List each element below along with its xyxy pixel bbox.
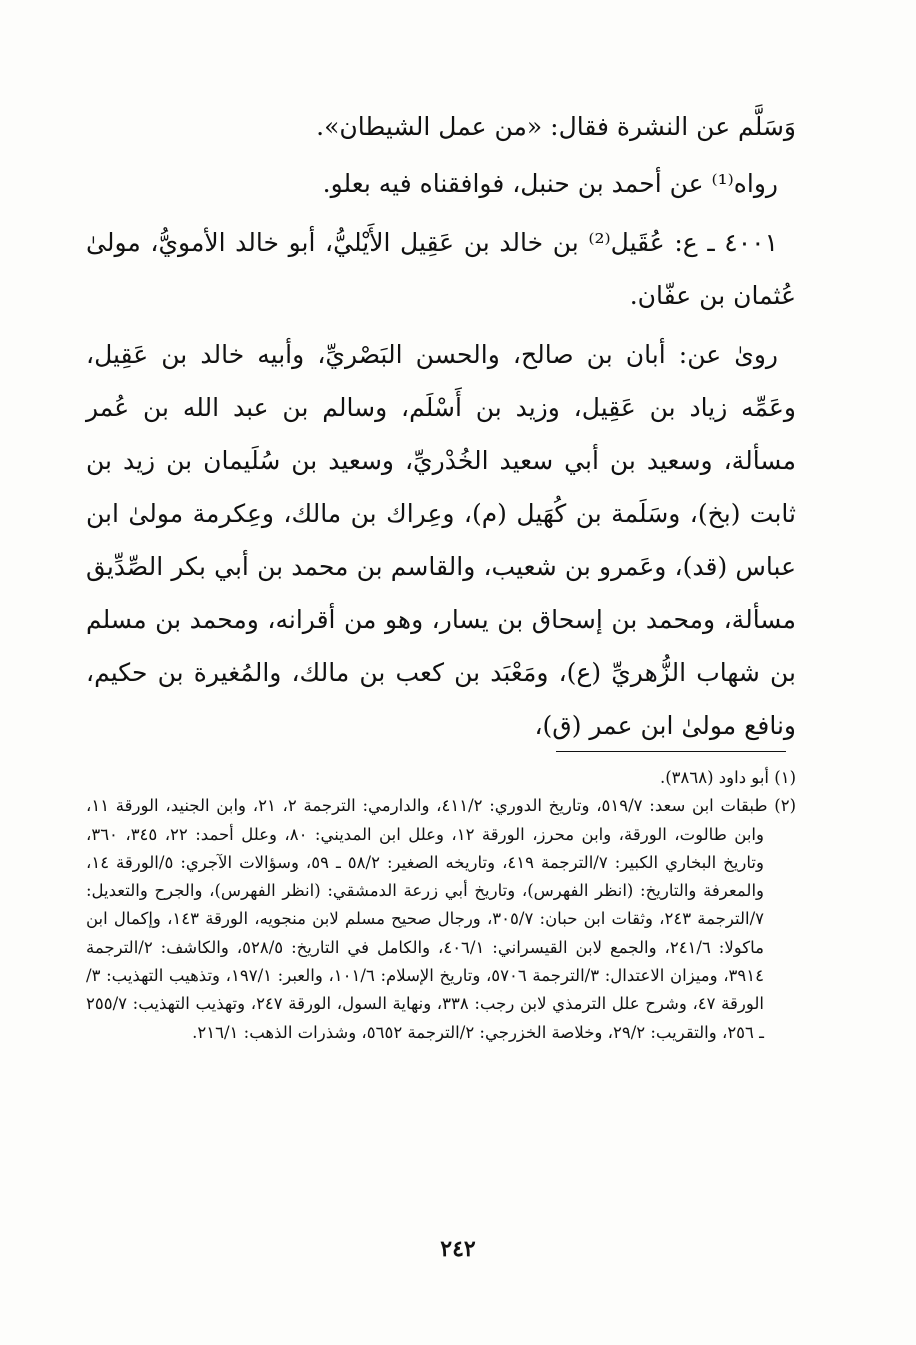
narration-note-line: رواه⁽¹⁾ عن أحمد بن حنبل، فوافقناه فيه بعلو.: [322, 169, 778, 198]
narrators-paragraph: روىٰ عن: أبان بن صالح، والحسن البَصْريِّ، وأبيه خالد بن عَقِيل، وعَمِّه زياد بن عَقِيل، وزيد بن أَسْلَم، وسالم بن عبد الله بن عُمر مسألة، وسعيد بن أبي سعيد الخُدْريِّ، وسعيد بن سُلَيمان بن زيد بن ثابت (بخ)، وسَلَمة بن كُهَيل (م)، وعِراك بن مالك، وعِكرمة مولىٰ ابن عباس (قد)، وعَمرو بن شعيب، والقاسم بن محمد بن أبي بكر الصِّدِّيق مسألة، ومحمد بن إسحاق بن يسار، وهو من أقرانه، ومحمد بن مسلم بن شهاب الزُّهريِّ (ع)، ومَعْبَد بن كعب بن مالك، والمُغيرة بن حكيم، ونافع مولىٰ ابن عمر (ق)،: [86, 340, 797, 740]
hadith-ending-line: وَسَلَّم عن النشرة فقال: «من عمل الشيطان».: [316, 112, 796, 141]
footnote-separator: [556, 751, 786, 752]
page-number: ٢٤٢: [440, 1236, 476, 1262]
footnotes-block: [86, 764, 796, 1047]
main-text-block: [86, 100, 796, 752]
footnote-2: (٢) طبقات ابن سعد: ٥١٩/٧، وتاريخ الدوري: ٤١١/٢، والدارمي: الترجمة ٢، ٢١، وابن الجنيد، الورقة ١١، وابن طالوت، الورقة، وابن محرز، الورقة ١٢، وعلل ابن المديني: ٨٠، وعلل أحمد: ٢٢، ٣٤٥، ٣٦٠، وتاريخ البخاري الكبير: ٧/الترجمة ٤١٩، وتاريخه الصغير: ٥٨/٢ ـ ٥٩، وسؤالات الآجري: ٥/الورقة ١٤، والمعرفة والتاريخ: (انظر الفهرس)، وتاريخ أبي زرعة الدمشقي: (انظر الفهرس)، والجرح والتعديل: ٧/الترجمة ٢٤٣، وثقات ابن حبان: ٣٠٥/٧، ورجال صحيح مسلم لابن منجويه، الورقة ١٤٣، وإكمال ابن ماكولا: ٢٤١/٦، والجمع لابن القيسراني: ٤٠٦/١، والكامل في التاريخ: ٥٢٨/٥، والكاشف: ٢/الترجمة ٣٩١٤، وميزان الاعتدال: ٣/الترجمة ٥٧٠٦، وتاريخ الإسلام: ١٠١/٦، والعبر: ١٩٧/١، وتذهيب التهذيب: ٣/الورقة ٤٧، وشرح علل الترمذي لابن رجب: ٣٣٨، ونهاية السول، الورقة ٢٤٧، وتهذيب التهذيب: ٢٥٥/٧ ـ ٢٥٦، والتقريب: ٢٩/٢، وخلاصة الخزرجي: ٢/الترجمة ٥٦٥٢، وشذرات الذهب: ٢١٦/١.: [86, 796, 796, 1042]
footnote-1: (١) أبو داود (٣٨٦٨).: [659, 768, 796, 787]
biography-entry-heading: ٤٠٠١ ـ ع: عُقَيل⁽²⁾ بن خالد بن عَقِيل الأَيْليُّ، أبو خالد الأمويُّ، مولىٰ عُثمان بن عفّان.: [86, 228, 796, 310]
